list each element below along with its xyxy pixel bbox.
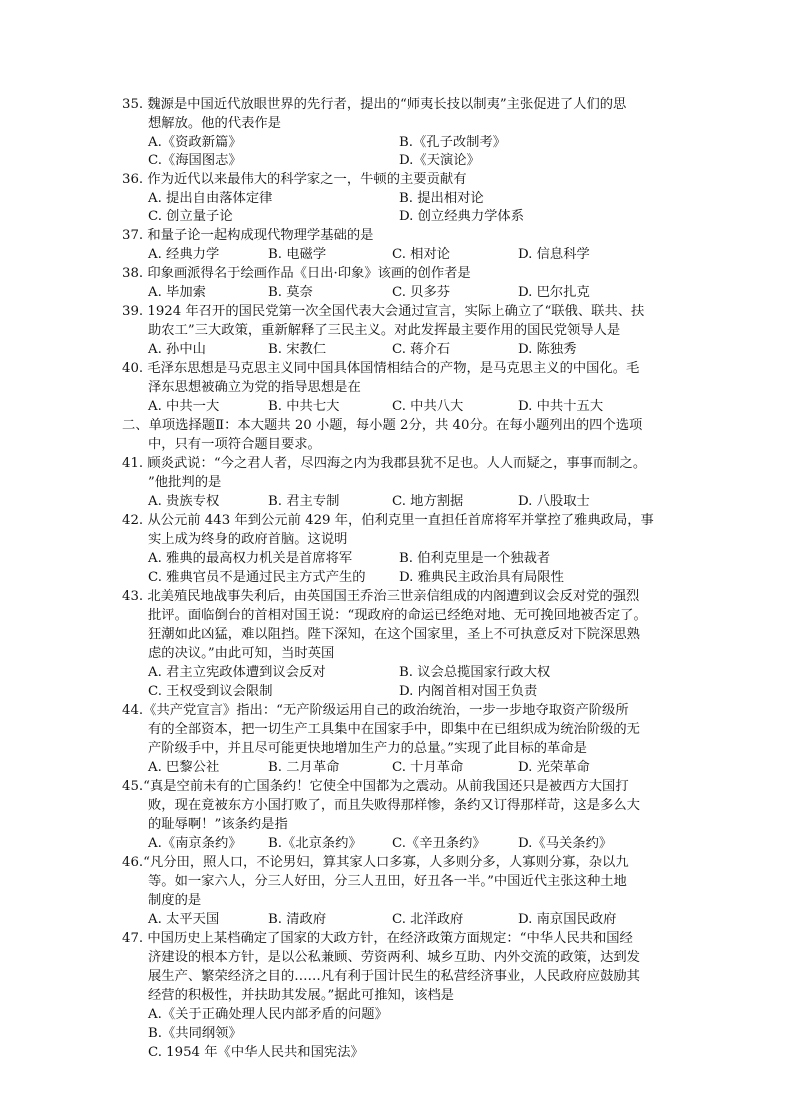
option-45-a: A.《南京条约》	[148, 836, 242, 851]
option-43-d: D. 内阁首相对国王负责	[399, 684, 538, 699]
question-37-stem: 37. 和量子论一起构成现代物理学基础的是	[122, 228, 374, 243]
option-45-d: D.《马关条约》	[518, 836, 613, 851]
question-43-stem-cont: 虑的决议。”由此可知，当时英国	[148, 646, 335, 661]
question-47-stem-cont: 经营的积极性，并扶助其发展。”据此可推知，该档是	[148, 988, 454, 1003]
option-37-c: C. 相对论	[392, 247, 451, 262]
option-47-c: C. 1954 年《中华人民共和国宪法》	[148, 1045, 364, 1060]
question-38-stem: 38. 印象画派得名于绘画作品《日出·印象》该画的创作者是	[122, 266, 471, 281]
question-43-stem: 43. 北美殖民地战事失利后，由英国国王乔治三世亲信组成的内阁遭到议会反对党的强烈	[122, 589, 640, 604]
option-43-a: A. 君主立宪政体遭到议会反对	[148, 665, 326, 680]
option-37-a: A. 经典力学	[148, 247, 220, 262]
option-46-d: D. 南京国民政府	[518, 912, 617, 927]
question-44-stem-cont: 产阶级手中，并且尽可能更快地增加生产力的总量。”实现了此目标的革命是	[148, 741, 587, 756]
option-39-c: C. 蒋介石	[392, 342, 451, 357]
option-37-d: D. 信息科学	[518, 247, 590, 262]
option-47-b: B.《共同纲领》	[148, 1026, 242, 1041]
option-44-a: A. 巴黎公社	[148, 760, 220, 775]
option-42-a: A. 雅典的最高权力机关是首席将军	[148, 551, 353, 566]
section-2-heading-cont: 中，只有一项符合题目要求。	[148, 437, 321, 452]
question-47-stem: 47. 中国历史上某档确定了国家的大政方针，在经济政策方面规定：“中华人民共和国经	[122, 931, 633, 946]
question-39-stem: 39. 1924 年召开的国民党第一次全国代表大会通过宣言，实际上确立了“联俄、联共、扶	[122, 304, 645, 319]
option-45-b: B.《北京条约》	[268, 836, 362, 851]
option-35-b: B.《孔子改制考》	[399, 135, 507, 150]
option-35-d: D.《天演论》	[399, 153, 480, 168]
question-46-stem: 46.“凡分田，照人口，不论男妇，算其家人口多寡，人多则分多，人寡则分寡，杂以九	[122, 855, 629, 870]
option-39-b: B. 宋教仁	[268, 342, 327, 357]
option-41-b: B. 君主专制	[268, 494, 340, 509]
option-41-a: A. 贵族专权	[148, 494, 220, 509]
option-46-a: A. 太平天国	[148, 912, 220, 927]
question-47-stem-cont: 展生产、繁荣经济之目的……凡有利于国计民生的私营经济事业，人民政府应鼓励其	[148, 969, 640, 984]
section-2-heading: 二、单项选择题Ⅱ：本大题共 20 小题，每小题 2分，共 40分。在每小题列出的四个选项	[122, 418, 643, 433]
option-39-d: D. 陈独秀	[518, 342, 577, 357]
question-42-stem: 42. 从公元前 443 年到公元前 429 年，伯利克里一直担任首席将军并掌控了雅典政局，事	[122, 513, 654, 528]
question-36-stem: 36. 作为近代以来最伟大的科学家之一，牛顿的主要贡献有	[122, 172, 467, 187]
option-41-d: D. 八股取士	[518, 494, 590, 509]
question-41-stem: 41. 顾炎武说：“今之君人者，尽四海之内为我郡县犹不足也。人人而疑之，事事而制之。	[122, 456, 647, 471]
question-44-stem-cont: 有的全部资本，把一切生产工具集中在国家手中，即集中在已组织成为统治阶级的无	[148, 722, 640, 737]
option-38-d: D. 巴尔扎克	[518, 285, 590, 300]
option-44-d: D. 光荣革命	[518, 760, 590, 775]
option-36-b: B. 提出相对论	[399, 191, 484, 206]
question-40-stem-cont: 泽东思想被确立为党的指导思想是在	[148, 380, 361, 395]
option-43-b: B. 议会总揽国家行政大权	[399, 665, 551, 680]
question-46-stem-cont: 制度的是	[148, 893, 202, 908]
option-36-d: D. 创立经典力学体系	[399, 209, 525, 224]
question-45-stem-cont: 败，现在竟被东方小国打败了，而且失败得那样惨，条约又订得那样苛，这是多么大	[148, 798, 640, 813]
option-42-d: D. 雅典民主政治具有局限性	[399, 570, 564, 585]
question-35-stem: 35. 魏源是中国近代放眼世界的先行者，提出的“师夷长技以制夷”主张促进了人们的思	[122, 97, 627, 112]
option-38-b: B. 莫奈	[268, 285, 313, 300]
option-42-b: B. 伯利克里是一个独裁者	[399, 551, 551, 566]
question-39-stem-cont: 助农工”三大政策，重新解释了三民主义。对此发挥最主要作用的国民党领导人是	[148, 323, 621, 338]
option-40-a: A. 中共一大	[148, 399, 220, 414]
option-40-d: D. 中共十五大	[518, 399, 604, 414]
question-46-stem-cont: 等。如一家六人，分三人好田，分三人丑田，好丑各一半。”中国近代主张这种土地	[148, 874, 627, 889]
question-43-stem-cont: 批评。面临倒台的首相对国王说：“现政府的命运已经绝对地、无可挽回地被否定了。	[148, 608, 647, 623]
question-47-stem-cont: 济建设的根本方针，是以公私兼顾、劳资两利、城乡互助、内外交流的政策，达到发	[148, 950, 640, 965]
option-38-a: A. 毕加索	[148, 285, 206, 300]
option-39-a: A. 孙中山	[148, 342, 206, 357]
question-41-stem-cont: ”他批判的是	[148, 475, 222, 490]
option-35-a: A.《资政新篇》	[148, 135, 242, 150]
option-42-c: C. 雅典官员不是通过民主方式产生的	[148, 570, 366, 585]
option-46-b: B. 清政府	[268, 912, 327, 927]
option-40-c: C. 中共八大	[392, 399, 464, 414]
question-44-stem: 44.《共产党宣言》指出：“无产阶级运用自己的政治统治，一步一步地夺取资产阶级所	[122, 703, 629, 718]
option-37-b: B. 电磁学	[268, 247, 327, 262]
option-44-b: B. 二月革命	[268, 760, 340, 775]
option-36-a: A. 提出自由落体定律	[148, 191, 273, 206]
option-43-c: C. 王权受到议会限制	[148, 684, 273, 699]
question-35-stem-cont: 想解放。他的代表作是	[148, 116, 281, 131]
option-35-c: C.《海国图志》	[148, 153, 242, 168]
option-44-c: C. 十月革命	[392, 760, 464, 775]
question-45-stem-cont: 的耻辱啊！”该条约是指	[148, 817, 288, 832]
option-47-a: A.《关于正确处理人民内部矛盾的问题》	[148, 1007, 388, 1022]
option-40-b: B. 中共七大	[268, 399, 340, 414]
question-45-stem: 45.“真是空前未有的亡国条约！它使全中国都为之震动。从前我国还只是被西方大国打	[122, 779, 629, 794]
question-40-stem: 40. 毛泽东思想是马克思主义同中国具体国情相结合的产物，是马克思主义的中国化。毛	[122, 361, 640, 376]
option-41-c: C. 地方割据	[392, 494, 464, 509]
option-45-c: C.《辛丑条约》	[392, 836, 486, 851]
option-46-c: C. 北洋政府	[392, 912, 464, 927]
option-38-c: C. 贝多芬	[392, 285, 451, 300]
question-42-stem-cont: 实上成为终身的政府首脑。这说明	[148, 532, 348, 547]
question-43-stem-cont: 狂潮如此凶猛，难以阻挡。陛下深知，在这个国家里，圣上不可执意反对下院深思熟	[148, 627, 640, 642]
option-36-c: C. 创立量子论	[148, 209, 233, 224]
